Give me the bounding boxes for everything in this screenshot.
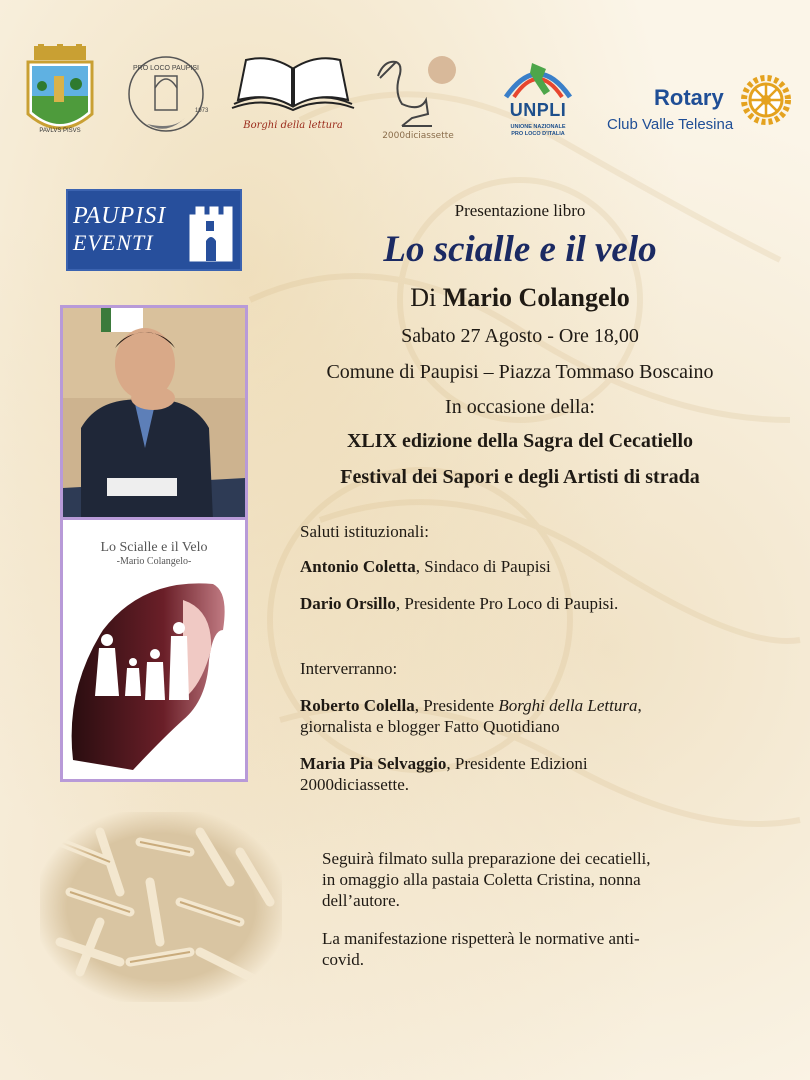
- greeting-role: , Sindaco di Paupisi: [415, 557, 551, 576]
- rotary-name: Rotary: [654, 85, 724, 110]
- proloco-logo: [125, 48, 207, 148]
- unpli-subtitle: [492, 124, 584, 137]
- cecatielli-pasta-photo: [40, 812, 282, 1002]
- festival-name: Festival dei Sapori e degli Artisti di strada: [340, 466, 700, 488]
- italy-map-icon: [492, 55, 584, 99]
- unpli-name: UNPLI: [509, 100, 567, 120]
- author-line: [250, 283, 790, 313]
- speaker-item: [300, 753, 770, 795]
- covid-note: [322, 928, 752, 970]
- paupisi-eventi-line1: PAUPISI: [73, 203, 167, 229]
- cover-illustration: [63, 570, 245, 779]
- film-note-line: dell’autore.: [322, 891, 400, 910]
- event-date: Sabato 27 Agosto - Ore 18,00: [401, 325, 639, 347]
- proloco-text: PRO LOCO PAUPISI: [133, 65, 199, 72]
- greeting-item: [300, 593, 770, 614]
- speaker-role: , Presidente Edizioni: [446, 754, 588, 773]
- greeting-item: [300, 556, 770, 577]
- castle-tower-icon: [184, 201, 238, 263]
- event-location: Comune di Paupisi – Piazza Tommaso Boscaino: [326, 361, 714, 383]
- film-note-line: in omaggio alla pastaia Coletta Cristina, nonna: [322, 870, 641, 889]
- speaker-role-line2: 2000diciassette.: [300, 775, 410, 794]
- speaker-role-suffix: ,: [637, 696, 642, 715]
- book-cover: [60, 517, 248, 782]
- sagra-edition: XLIX edizione della Sagra del Cecatiello: [346, 430, 694, 452]
- paupisi-eventi-logo: [66, 189, 242, 271]
- author-photo: [60, 305, 248, 523]
- author-prefix: Di: [410, 283, 437, 312]
- speaker-role-italic: Borghi della Lettura: [498, 696, 638, 715]
- speakers-heading: Interverranno:: [300, 659, 398, 678]
- duemila-diciassette-logo: [372, 52, 464, 144]
- rotary-wheel-icon: [740, 74, 792, 126]
- crest-caption: PAVLVS PISVS: [39, 128, 81, 134]
- open-book-icon: [228, 52, 358, 118]
- speaker-item: [300, 695, 770, 737]
- ibis-icon: [372, 52, 464, 132]
- speaker-name: Roberto Colella: [300, 696, 415, 715]
- author-name: Mario Colangelo: [442, 283, 630, 312]
- presentation-label: Presentazione libro: [454, 201, 586, 220]
- speaker-role-line2: giornalista e blogger Fatto Quotidiano: [300, 717, 560, 736]
- book-title: Lo scialle e il velo: [383, 229, 657, 270]
- cover-author: -Mario Colangelo-: [116, 556, 192, 567]
- speaker-role-prefix: , Presidente: [414, 696, 499, 715]
- paupisi-crest-logo: [24, 44, 96, 142]
- greeting-role: , Presidente Pro Loco di Paupisi.: [395, 594, 619, 613]
- proloco-year: 1973: [195, 108, 209, 114]
- cover-title: Lo Scialle e il Velo: [100, 540, 208, 555]
- event-occasion: In occasione della:: [445, 396, 595, 418]
- speaker-name: Maria Pia Selvaggio: [300, 754, 447, 773]
- unpli-sub-line-1: UNIONE NAZIONALE: [510, 124, 566, 130]
- greetings-heading: Saluti istituzionali:: [300, 522, 429, 541]
- borghi-della-lettura-logo: [228, 52, 358, 142]
- rotary-club-name: Club Valle Telesina: [607, 116, 734, 133]
- covid-note-line: La manifestazione rispetterà le normative anti-: [322, 929, 640, 948]
- duemila-label: 2000diciassette: [382, 131, 454, 141]
- borghi-label: Borghi della lettura: [243, 120, 343, 131]
- film-note: [322, 848, 752, 911]
- rotary-logo: [604, 72, 794, 136]
- unpli-logo: [492, 55, 584, 147]
- unpli-sub-line-2: PRO LOCO D'ITALIA: [511, 130, 565, 137]
- greeting-name: Antonio Coletta: [300, 557, 416, 576]
- paupisi-eventi-line2: EVENTI: [73, 230, 154, 255]
- film-note-line: Seguirà filmato sulla preparazione dei cecatielli,: [322, 849, 651, 868]
- covid-note-line: covid.: [322, 950, 365, 969]
- greeting-name: Dario Orsillo: [300, 594, 396, 613]
